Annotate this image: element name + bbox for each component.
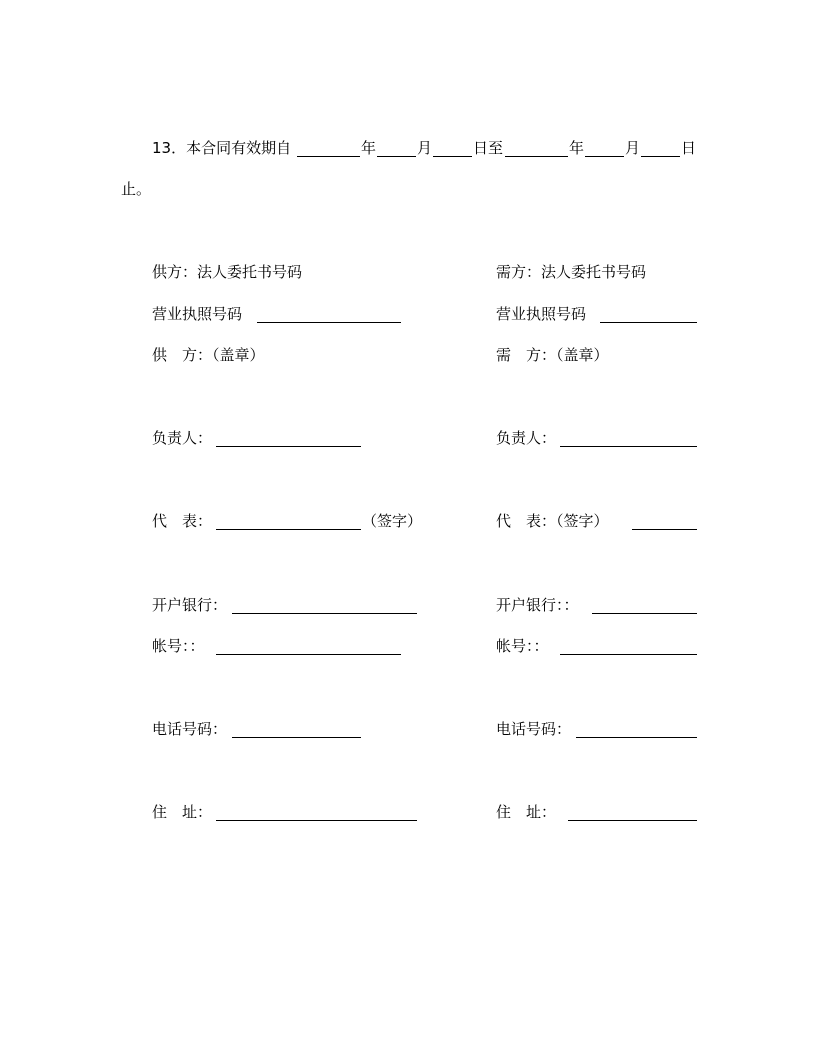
start-day-blank[interactable]: [433, 156, 472, 157]
buyer-rep-field[interactable]: [632, 529, 697, 530]
supplier-license-label: 营业执照号码: [152, 305, 243, 323]
end-month-blank[interactable]: [585, 156, 624, 157]
clause13-month-1: 月: [417, 139, 433, 157]
supplier-bank-field[interactable]: [232, 613, 417, 614]
supplier-account-field[interactable]: [216, 654, 401, 655]
buyer-auth-no-label: 需方：法人委托书号码: [496, 263, 647, 281]
clause13-text-start: 13．本合同有效期自: [152, 139, 292, 157]
buyer-head-label: 负责人：: [496, 429, 557, 447]
supplier-rep-sign: （签字）: [362, 512, 423, 530]
supplier-auth-no-label: 供方：法人委托书号码: [152, 263, 303, 281]
clause13-tail: 止。: [121, 180, 152, 198]
supplier-rep-field[interactable]: [216, 529, 361, 530]
supplier-address-label: 住 址：: [152, 803, 213, 821]
buyer-license-field[interactable]: [600, 322, 697, 323]
buyer-account-label: 帐号：：: [496, 637, 549, 655]
buyer-phone-label: 电话号码：: [496, 720, 572, 738]
buyer-license-label: 营业执照号码: [496, 305, 587, 323]
supplier-license-field[interactable]: [257, 322, 401, 323]
clause13-month-2: 月: [625, 139, 641, 157]
supplier-address-field[interactable]: [216, 820, 417, 821]
buyer-seal-label: 需 方：（盖章）: [496, 346, 609, 364]
clause13-day-to: 日至: [473, 139, 504, 157]
clause13-year-2: 年: [569, 139, 585, 157]
supplier-seal-label: 供 方：（盖章）: [152, 346, 265, 364]
clause13-day-2: 日: [681, 139, 697, 157]
buyer-address-label: 住 址：: [496, 803, 557, 821]
start-month-blank[interactable]: [377, 156, 416, 157]
buyer-address-field[interactable]: [568, 820, 697, 821]
supplier-account-label: 帐号：：: [152, 637, 205, 655]
start-year-blank[interactable]: [297, 156, 360, 157]
supplier-rep-label: 代 表：: [152, 512, 213, 530]
clause13-year-1: 年: [361, 139, 377, 157]
supplier-head-field[interactable]: [216, 446, 361, 447]
buyer-bank-field[interactable]: [592, 613, 697, 614]
buyer-head-field[interactable]: [560, 446, 697, 447]
supplier-phone-field[interactable]: [232, 737, 361, 738]
buyer-bank-label: 开户银行：：: [496, 596, 579, 614]
buyer-account-field[interactable]: [560, 654, 697, 655]
supplier-head-label: 负责人：: [152, 429, 213, 447]
supplier-bank-label: 开户银行：: [152, 596, 228, 614]
buyer-rep-label: 代 表：（签字）: [496, 512, 609, 530]
buyer-phone-field[interactable]: [576, 737, 697, 738]
supplier-phone-label: 电话号码：: [152, 720, 228, 738]
end-day-blank[interactable]: [641, 156, 680, 157]
end-year-blank[interactable]: [505, 156, 568, 157]
